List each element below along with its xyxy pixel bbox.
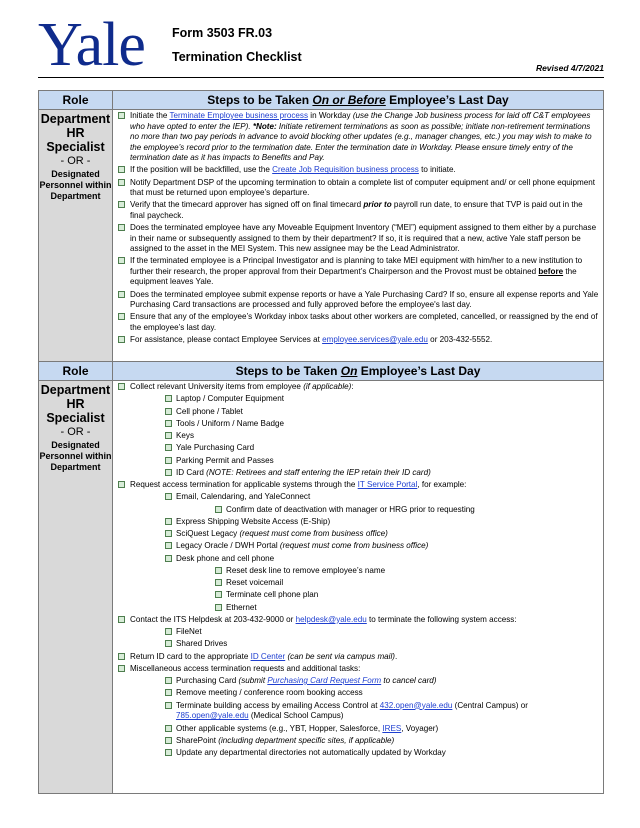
revised-date: Revised 4/7/2021 bbox=[535, 63, 604, 73]
header-divider bbox=[38, 77, 604, 78]
checklist-item: Initiate the Terminate Employee business process in Workday (use the Change Job business process for laid off C&T employees who have opted to enter the IEP). *Note: Initiate retirement terminations as soon as possible; initiate non-retirement terminations no more than two pay periods in advance to avoid blocking other updates (e.g., manager changes, etc.) you may wish to make to the employee’s record prior to the termination date. Enter the termination date in Workday. Please ensure timely entry of the termination date as it has impacts to Benefits and Pay. bbox=[117, 111, 599, 164]
role-title: Department HR Specialist bbox=[40, 383, 111, 425]
checkbox[interactable] bbox=[215, 579, 222, 586]
checkbox[interactable] bbox=[118, 201, 125, 208]
checkbox[interactable] bbox=[165, 469, 172, 476]
checkbox[interactable] bbox=[165, 542, 172, 549]
checkbox[interactable] bbox=[165, 493, 172, 500]
checklist-subitem: Update any departmental directories not automatically updated by Workday bbox=[164, 748, 599, 759]
checkbox[interactable] bbox=[165, 689, 172, 696]
checklist bbox=[117, 111, 599, 347]
role-cell bbox=[39, 381, 113, 793]
section-header bbox=[39, 362, 603, 381]
checklist-subitem: Purchasing Card (submit Purchasing Card Request Form to cancel card) bbox=[164, 676, 599, 687]
checklist-subitem: Remove meeting / conference room booking access bbox=[164, 688, 599, 699]
checkbox[interactable] bbox=[118, 481, 125, 488]
role-or: - OR - bbox=[60, 426, 91, 438]
checklist-item: Contact the ITS Helpdesk at 203-432-9000 or helpdesk@yale.edu to terminate the following system access: bbox=[117, 615, 599, 626]
checkbox[interactable] bbox=[165, 677, 172, 684]
checkbox[interactable] bbox=[165, 457, 172, 464]
checklist-subitem: Express Shipping Website Access (E-Ship) bbox=[164, 517, 599, 528]
checklist-subitem: SciQuest Legacy (request must come from business office) bbox=[164, 529, 599, 540]
checklist-subitem: FileNet bbox=[164, 627, 599, 638]
employee-services-email-link[interactable]: employee.services@yale.edu bbox=[322, 334, 428, 344]
checklist-subitem: Ethernet bbox=[214, 603, 599, 614]
steps-column-header: Steps to be Taken On Employee’s Last Day bbox=[235, 364, 481, 378]
checkbox[interactable] bbox=[215, 604, 222, 611]
role-column-header: Role bbox=[39, 362, 113, 380]
ires-link[interactable]: IRES bbox=[382, 723, 402, 733]
checkbox[interactable] bbox=[118, 653, 125, 660]
checklist-subitem: Other applicable systems (e.g., YBT, Hopper, Salesforce, IRES, Voyager) bbox=[164, 724, 599, 735]
central-access-email-link[interactable]: 432.open@yale.edu bbox=[379, 700, 453, 710]
checkbox[interactable] bbox=[118, 257, 125, 264]
checklist-item: If the terminated employee is a Principal Investigator and is planning to take MEI equipment with him/her to a new institution to further their research, the proper approval from their Department’s Chairperson and the Provost must be obtained before the equipment leaves Yale. bbox=[117, 256, 599, 288]
purchasing-card-form-link[interactable]: Purchasing Card Request Form bbox=[267, 676, 382, 685]
form-header bbox=[38, 11, 604, 79]
checkbox[interactable] bbox=[118, 336, 125, 343]
checklist-item: Does the terminated employee submit expense reports or have a Yale Purchasing Card? If so, ensure all expense reports and Yale Purchasing Card transactions are processed and fully approved before the employee's last day. bbox=[117, 290, 599, 311]
checklist-item: Ensure that any of the employee’s Workday inbox tasks about other workers are completed, cancelled, or reassigned by the end of the employee’s last day. bbox=[117, 312, 599, 333]
medical-access-email-link[interactable]: 785.open@yale.edu bbox=[176, 711, 249, 721]
terminate-employee-link[interactable]: Terminate Employee business process bbox=[169, 111, 309, 120]
checklist-subitem: ID Card (NOTE: Retirees and staff entering the IEP retain their ID card) bbox=[164, 468, 599, 479]
checkbox[interactable] bbox=[118, 665, 125, 672]
checklist-subitem: Email, Calendaring, and YaleConnect bbox=[164, 492, 599, 503]
checklist-item: Return ID card to the appropriate ID Center (can be sent via campus mail). bbox=[117, 652, 599, 663]
checkbox[interactable] bbox=[165, 725, 172, 732]
checkbox[interactable] bbox=[215, 567, 222, 574]
checkbox[interactable] bbox=[118, 166, 125, 173]
checkbox[interactable] bbox=[165, 530, 172, 537]
checklist-subitem: SharePoint (including department specific sites, if applicable) bbox=[164, 736, 599, 747]
checkbox[interactable] bbox=[118, 179, 125, 186]
checklist-subitem: Tools / Uniform / Name Badge bbox=[164, 419, 599, 430]
role-or: - OR - bbox=[60, 155, 91, 167]
checklist-subitem: Laptop / Computer Equipment bbox=[164, 394, 599, 405]
checkbox[interactable] bbox=[165, 640, 172, 647]
checkbox[interactable] bbox=[118, 616, 125, 623]
section-on-last-day bbox=[38, 362, 604, 794]
section-header bbox=[39, 91, 603, 110]
checklist-subitem: Terminate cell phone plan bbox=[214, 590, 599, 601]
checklist-subitem: Reset voicemail bbox=[214, 578, 599, 589]
form-title: Termination Checklist bbox=[172, 50, 302, 64]
checkbox[interactable] bbox=[165, 702, 172, 709]
checkbox[interactable] bbox=[165, 432, 172, 439]
checkbox[interactable] bbox=[118, 291, 125, 298]
checklist-subitem: Confirm date of deactivation with manager or HRG prior to requesting bbox=[214, 505, 599, 516]
role-cell bbox=[39, 110, 113, 361]
it-service-portal-link[interactable]: IT Service Portal bbox=[357, 480, 418, 489]
checklist-subitem: Reset desk line to remove employee’s name bbox=[214, 566, 599, 577]
checkbox[interactable] bbox=[165, 518, 172, 525]
checkbox[interactable] bbox=[165, 408, 172, 415]
role-column-header: Role bbox=[39, 91, 113, 109]
checkbox[interactable] bbox=[165, 444, 172, 451]
checklist-item: Request access termination for applicable systems through the IT Service Portal, for example: bbox=[117, 480, 599, 491]
checklist-subitem: Legacy Oracle / DWH Portal (request must come from business office) bbox=[164, 541, 599, 552]
steps-column-header: Steps to be Taken On or Before Employee’s Last Day bbox=[207, 93, 509, 107]
checkbox[interactable] bbox=[118, 224, 125, 231]
checklist-item: Does the terminated employee have any Moveable Equipment Inventory (“MEI”) equipment assigned to them either by a purchase in their name or subsequently assigned to them by their department? If so, it is required that a new, active Yale staff person be assigned to the asset in the MEI System. This new assignee may be the Lead Administrator. bbox=[117, 223, 599, 255]
checklist-subitem: Keys bbox=[164, 431, 599, 442]
checklist-subitem: Yale Purchasing Card bbox=[164, 443, 599, 454]
checklist-subitem: Cell phone / Tablet bbox=[164, 407, 599, 418]
checkbox[interactable] bbox=[165, 737, 172, 744]
checkbox[interactable] bbox=[118, 313, 125, 320]
checklist bbox=[117, 382, 599, 760]
role-title: Department HR Specialist bbox=[40, 112, 111, 154]
checkbox[interactable] bbox=[165, 555, 172, 562]
checkbox[interactable] bbox=[165, 420, 172, 427]
checklist-subitem: Parking Permit and Passes bbox=[164, 456, 599, 467]
helpdesk-email-link[interactable]: helpdesk@yale.edu bbox=[295, 614, 367, 624]
checkbox[interactable] bbox=[165, 749, 172, 756]
checkbox[interactable] bbox=[165, 628, 172, 635]
role-alternate: Designated Personnel within Department bbox=[39, 440, 112, 472]
checkbox[interactable] bbox=[215, 591, 222, 598]
checklist-item: If the position will be backfilled, use the Create Job Requisition business process to initiate. bbox=[117, 165, 599, 176]
checklist-subitem: Shared Drives bbox=[164, 639, 599, 650]
yale-logo: Yale bbox=[38, 11, 145, 79]
checklist-item: Verify that the timecard approver has signed off on final timecard prior to payroll run date, to ensure that TVP is paid out in the final paycheck. bbox=[117, 200, 599, 221]
section-before-last-day bbox=[38, 90, 604, 362]
checkbox[interactable] bbox=[118, 112, 125, 119]
checklist-item: For assistance, please contact Employee Services at employee.services@yale.edu or 203-432-5552. bbox=[117, 335, 599, 346]
checklist-item: Miscellaneous access termination requests and additional tasks: bbox=[117, 664, 599, 675]
checklist-item: Collect relevant University items from employee (if applicable): bbox=[117, 382, 599, 393]
form-number: Form 3503 FR.03 bbox=[172, 26, 273, 40]
checklist-subitem: Terminate building access by emailing Access Control at 432.open@yale.edu (Central Campus) or 785.open@yale.edu (Medical School Campus) bbox=[164, 701, 599, 723]
id-center-link[interactable]: ID Center bbox=[250, 651, 286, 661]
checklist-subitem: Desk phone and cell phone bbox=[164, 554, 599, 565]
checklist-item: Notify Department DSP of the upcoming termination to obtain a complete list of computer equipment and/ or cell phone equipment that must be returned upon employee’s departure. bbox=[117, 178, 599, 199]
checkbox[interactable] bbox=[118, 383, 125, 390]
create-job-requisition-link[interactable]: Create Job Requisition business process bbox=[272, 165, 419, 175]
checkbox[interactable] bbox=[165, 395, 172, 402]
checkbox[interactable] bbox=[215, 506, 222, 513]
role-alternate: Designated Personnel within Department bbox=[39, 169, 112, 201]
